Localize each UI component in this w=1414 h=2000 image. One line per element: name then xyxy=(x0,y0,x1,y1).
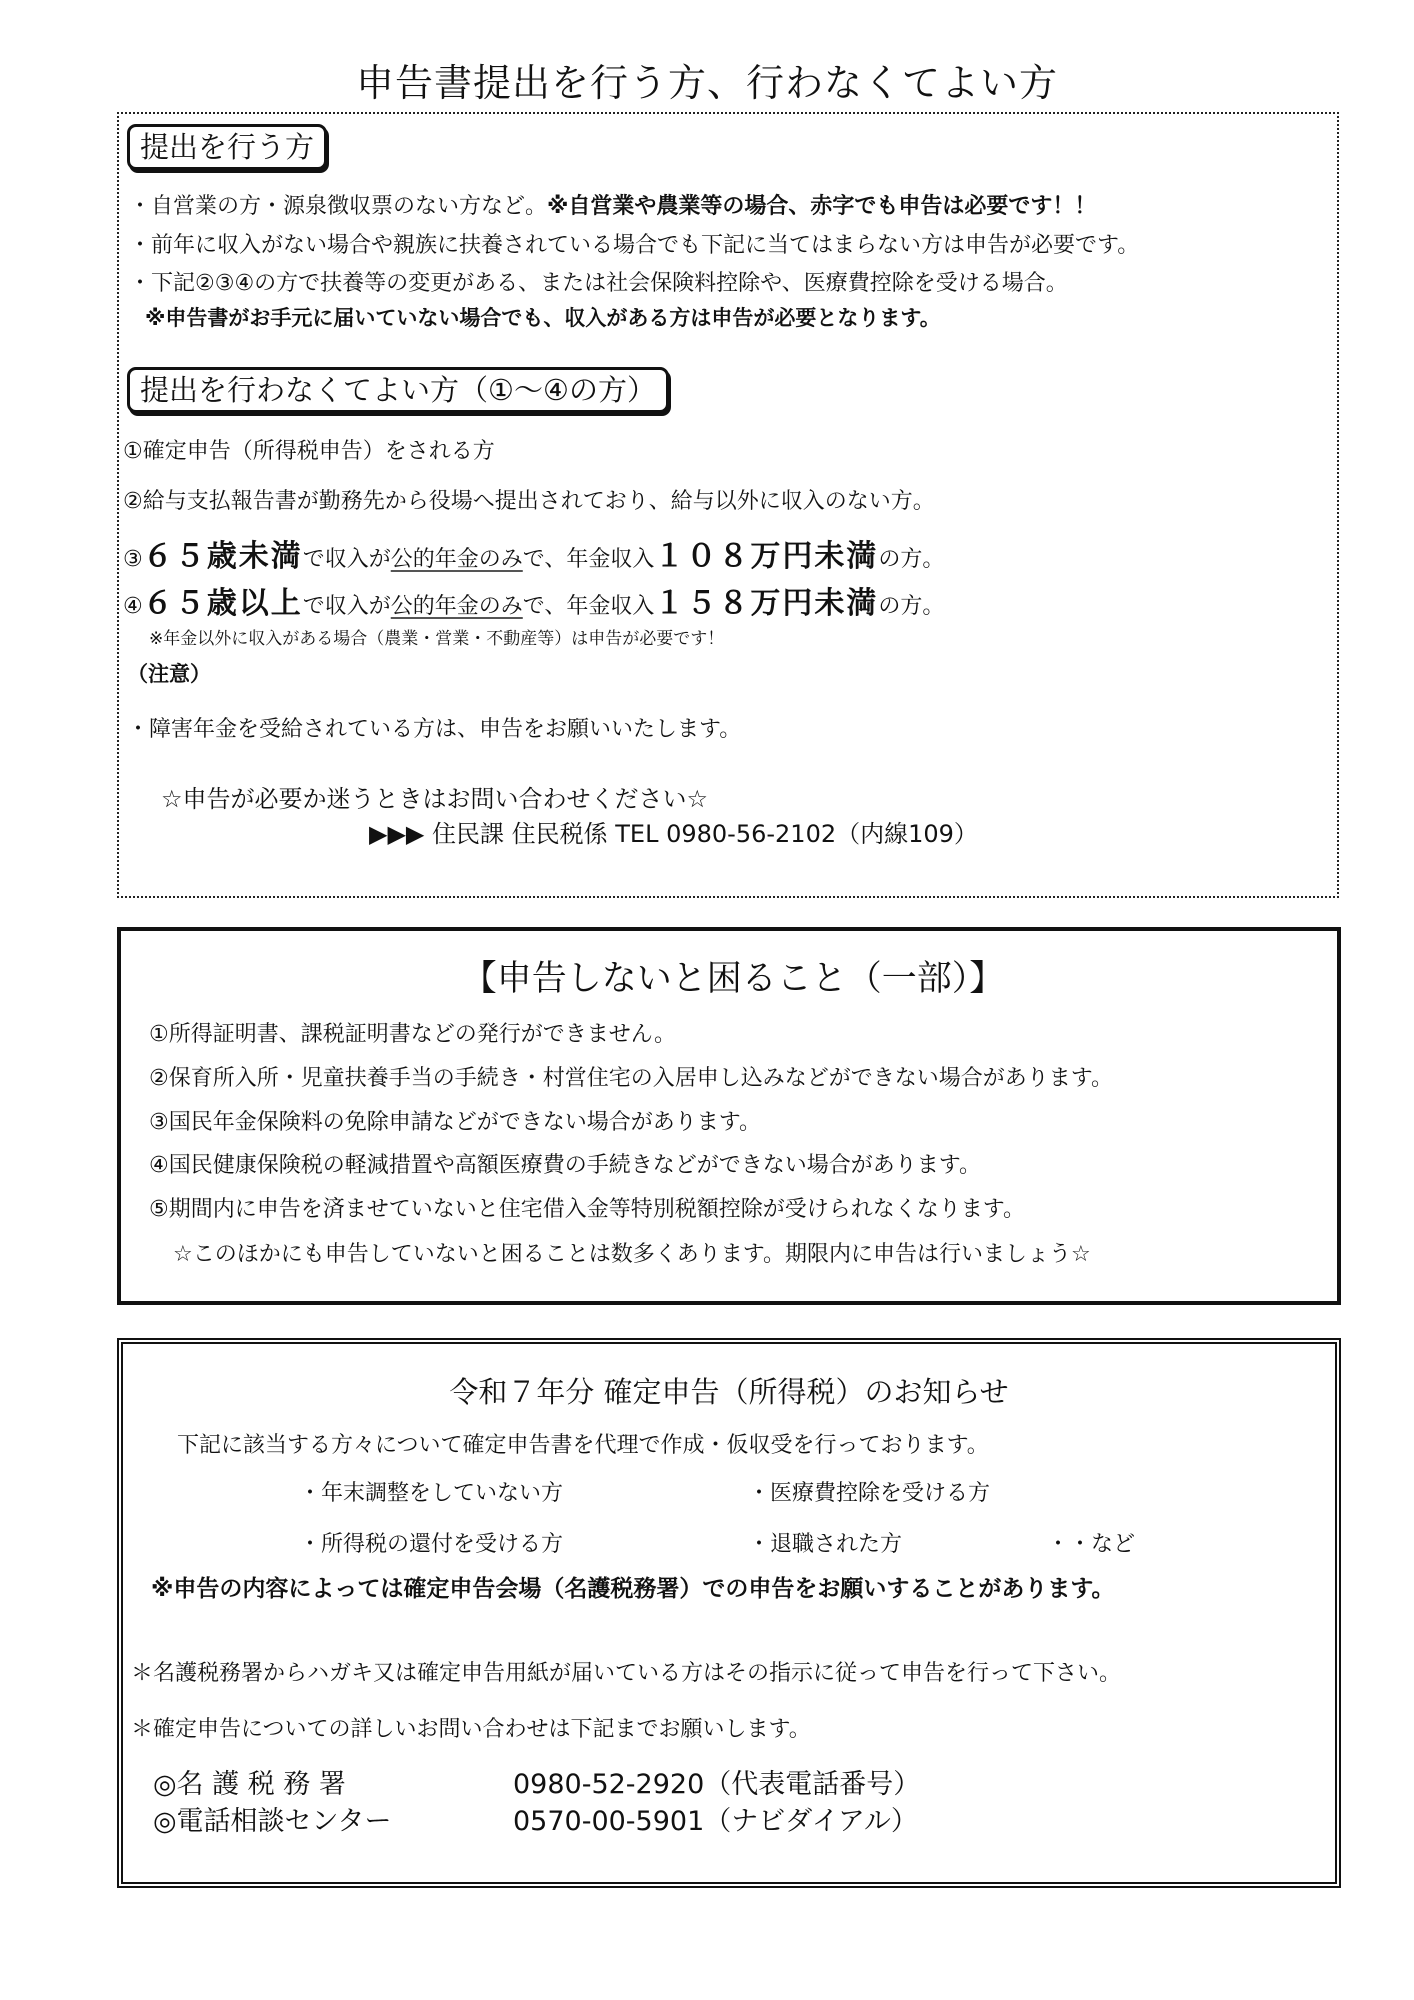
public-pension-only: 公的年金のみ xyxy=(390,547,523,572)
notice-note-2: ＊確定申告についての詳しいお問い合わせは下記までお願いします。 xyxy=(131,1717,811,1742)
target-etc: ・・など xyxy=(1047,1532,1136,1557)
contact-name: ◎電話相談センター xyxy=(153,1806,392,1837)
caution-label: （注意） xyxy=(127,662,211,686)
consequences-title: 【申告しないと困ること（一部）】 xyxy=(461,959,1005,999)
amount-limit-158: １５８万円未満 xyxy=(654,586,879,621)
age-under-65: ６５歳未満 xyxy=(142,539,303,574)
exempt-heading: 提出を行わなくてよい方（①～④の方） xyxy=(127,367,669,413)
contact-detail: 住民課 住民税係 TEL 0980-56-2102（内線109） xyxy=(432,820,978,848)
consequence-item: ④国民健康保険税の軽減措置や高額医療費の手続きなどができない場合があります。 xyxy=(149,1153,981,1178)
contact-prompt: ☆申告が必要か迷うときはお問い合わせください☆ xyxy=(161,785,709,813)
public-pension-only: 公的年金のみ xyxy=(390,594,523,619)
target-item: ・退職された方 xyxy=(748,1532,903,1557)
required-bullet-1-text: ・自営業の方・源泉徴収票のない方など。 xyxy=(129,194,548,219)
consequence-item: ①所得証明書、課税証明書などの発行ができません。 xyxy=(149,1022,677,1047)
page-title: 申告書提出を行う方、行わなくてよい方 xyxy=(355,61,1058,105)
pension-note: ※年金以外に収入がある場合（農業・営業・不動産等）は申告が必要です！ xyxy=(149,629,725,649)
red-ink-emphasis: ※自営業や農業等の場合、赤字でも申告は必要です！！ xyxy=(547,194,1097,219)
consequence-item: ⑤期間内に申告を済ませていないと住宅借入金等特別税額控除が受けられなくなります。 xyxy=(149,1197,1025,1222)
target-item: ・所得税の還付を受ける方 xyxy=(299,1532,564,1557)
exempt-item-1: ①確定申告（所得税申告）をされる方 xyxy=(123,439,495,464)
contact-name: ◎名 護 税 務 署 xyxy=(153,1769,346,1800)
contact-line xyxy=(369,814,978,849)
required-note: ※申告書がお手元に届いていない場合でも、収入がある方は申告が必要となります。 xyxy=(145,306,941,330)
required-bullet-1 xyxy=(129,189,1096,220)
exempt-item-2: ②給与支払報告書が勤務先から役場へ提出されており、給与以外に収入のない方。 xyxy=(123,489,935,514)
consequence-item: ②保育所入所・児童扶養手当の手続き・村営住宅の入居申し込みなどができない場合があります。 xyxy=(149,1066,1113,1091)
triple-arrow-icon: ▶▶▶ xyxy=(369,820,425,848)
required-bullet-2: ・前年に収入がない場合や親族に扶養されている場合でも下記に当てはまらない方は申告が必要です。 xyxy=(129,233,1140,258)
consequences-footer: ☆このほかにも申告していないと困ることは数多くあります。期限内に申告は行いましょう☆ xyxy=(173,1242,1091,1267)
filing-requirements-box xyxy=(117,112,1339,898)
required-heading: 提出を行う方 xyxy=(127,124,327,170)
exempt-item-4: ④６５歳以上で収入が公的年金のみで、年金収入１５８万円未満の方。 xyxy=(123,586,945,621)
exempt-item-3: ③６５歳未満で収入が公的年金のみで、年金収入１０８万円未満の方。 xyxy=(123,539,945,574)
age-65-and-over: ６５歳以上 xyxy=(142,586,303,621)
contact-phone: 0570-00-5901（ナビダイアル） xyxy=(513,1806,918,1837)
notice-intro: 下記に該当する方々について確定申告書を代理で作成・仮収受を行っております。 xyxy=(177,1433,989,1458)
contact-phone: 0980-52-2920（代表電話番号） xyxy=(513,1769,921,1800)
required-bullet-3: ・下記②③④の方で扶養等の変更がある、または社会保険料控除や、医療費控除を受ける場合。 xyxy=(129,271,1068,296)
consequence-item: ③国民年金保険料の免除申請などができない場合があります。 xyxy=(149,1110,761,1135)
amount-limit-108: １０８万円未満 xyxy=(654,539,879,574)
target-item: ・年末調整をしていない方 xyxy=(299,1481,564,1506)
income-tax-notice-box xyxy=(117,1338,1341,1888)
caution-text: ・障害年金を受給されている方は、申告をお願いいたします。 xyxy=(127,717,742,742)
venue-warning: ※申告の内容によっては確定申告会場（名護税務署）での申告をお願いすることがあります。 xyxy=(151,1576,1115,1602)
consequences-box xyxy=(117,927,1341,1305)
notice-title: 令和７年分 確定申告（所得税）のお知らせ xyxy=(449,1375,1009,1409)
notice-note-1: ＊名護税務署からハガキ又は確定申告用紙が届いている方はその指示に従って申告を行って下さい。 xyxy=(131,1661,1122,1686)
target-item: ・医療費控除を受ける方 xyxy=(748,1481,991,1506)
